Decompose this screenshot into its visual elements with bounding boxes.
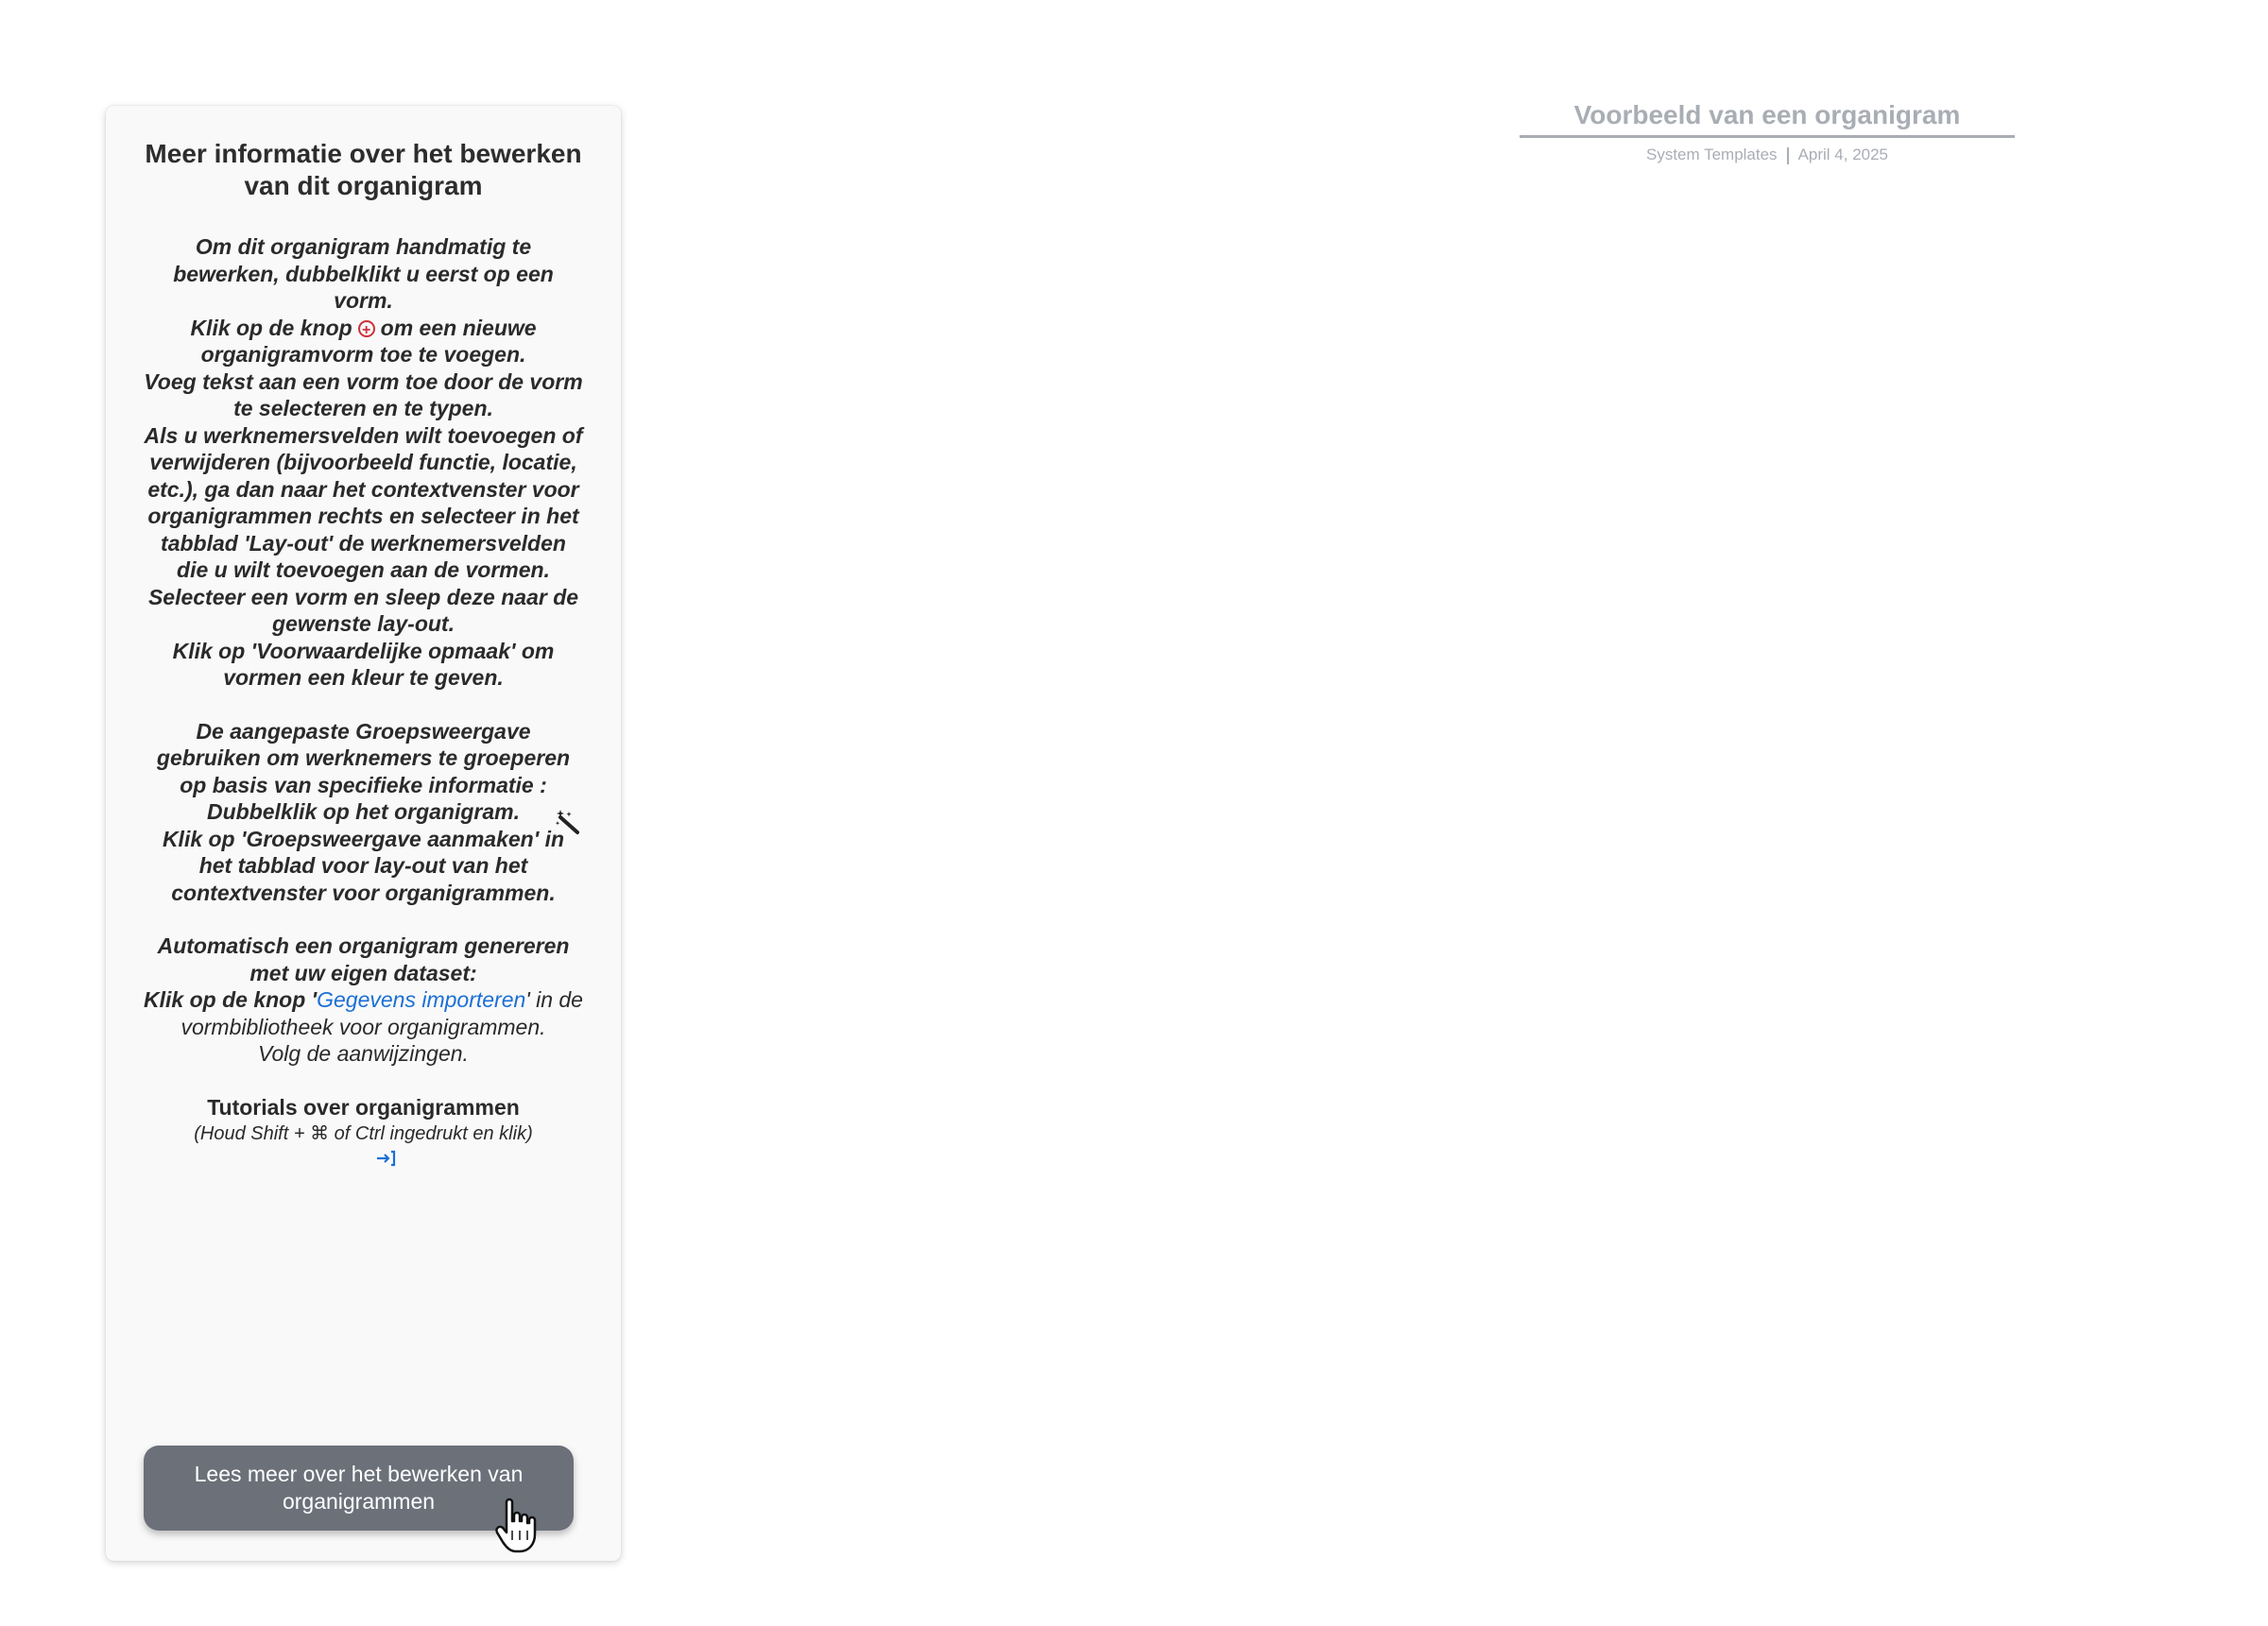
instruction-line-add-shape: Klik op de knop + om een nieuwe organigramvorm toe te voegen. xyxy=(190,315,537,367)
instruction-line: Klik op 'Groepsweergave aanmaken' in het tabblad voor lay-out van het contextvenster voor organigrammen. xyxy=(162,826,565,905)
import-data-link[interactable]: Gegevens importeren xyxy=(317,987,526,1012)
instruction-line: Om dit organigram handmatig te bewerken, dubbelklikt u eerst op een vorm. xyxy=(173,234,554,313)
title-divider xyxy=(1520,135,2015,138)
hand-pointer-icon xyxy=(493,1497,550,1557)
document-meta xyxy=(1520,145,2015,164)
tutorials-hint: (Houd Shift + ⌘ of Ctrl ingedrukt en klik) xyxy=(194,1123,533,1144)
info-panel xyxy=(106,106,621,1561)
group-view-heading: De aangepaste Groepsweergave gebruiken om werknemers te groeperen op basis van specifieke informatie : xyxy=(156,718,571,797)
follow-instructions: Volg de aanwijzingen. xyxy=(258,1041,469,1066)
magic-wand-icon[interactable] xyxy=(555,808,583,836)
panel-instructions xyxy=(144,233,583,1167)
instruction-line: Selecteer een vorm en sleep deze naar de gewenste lay-out. xyxy=(147,584,579,636)
meta-separator xyxy=(1787,147,1789,164)
auto-generate-instruction: Klik op de knop 'Gegevens importeren' in de vormbibliotheek voor organigrammen. xyxy=(144,987,583,1039)
instruction-line: Klik op 'Voorwaardelijke opmaak' om vormen een kleur te geven. xyxy=(172,638,555,690)
plus-circle-icon[interactable]: + xyxy=(358,320,375,337)
document-date: April 4, 2025 xyxy=(1797,145,1889,163)
instruction-line: Als u werknemersvelden wilt toevoegen of verwijderen (bijvoorbeeld functie, locatie, etc.), ga dan naar het contextvenster voor organigrammen rechts en selecteer in het tabblad 'Lay-out' de werknemersvelden die u wilt toevoegen aan de vormen. xyxy=(144,422,583,582)
document-author: System Templates xyxy=(1645,145,1778,163)
panel-title: Meer informatie over het bewerken van dit organigram xyxy=(145,139,582,200)
learn-more-button[interactable]: Lees meer over het bewerken van organigrammen xyxy=(144,1446,574,1531)
instruction-line: Voeg tekst aan een vorm toe door de vorm te selecteren en te typen. xyxy=(144,368,583,420)
tutorials-title[interactable]: Tutorials over organigrammen xyxy=(207,1094,520,1120)
instruction-line: Dubbelklik op het organigram. xyxy=(207,799,520,824)
document-title[interactable]: Voorbeeld van een organigram xyxy=(1573,100,1961,129)
import-icon[interactable] xyxy=(375,1150,398,1167)
auto-generate-heading: Automatisch een organigram genereren met uw eigen dataset: xyxy=(157,933,570,985)
